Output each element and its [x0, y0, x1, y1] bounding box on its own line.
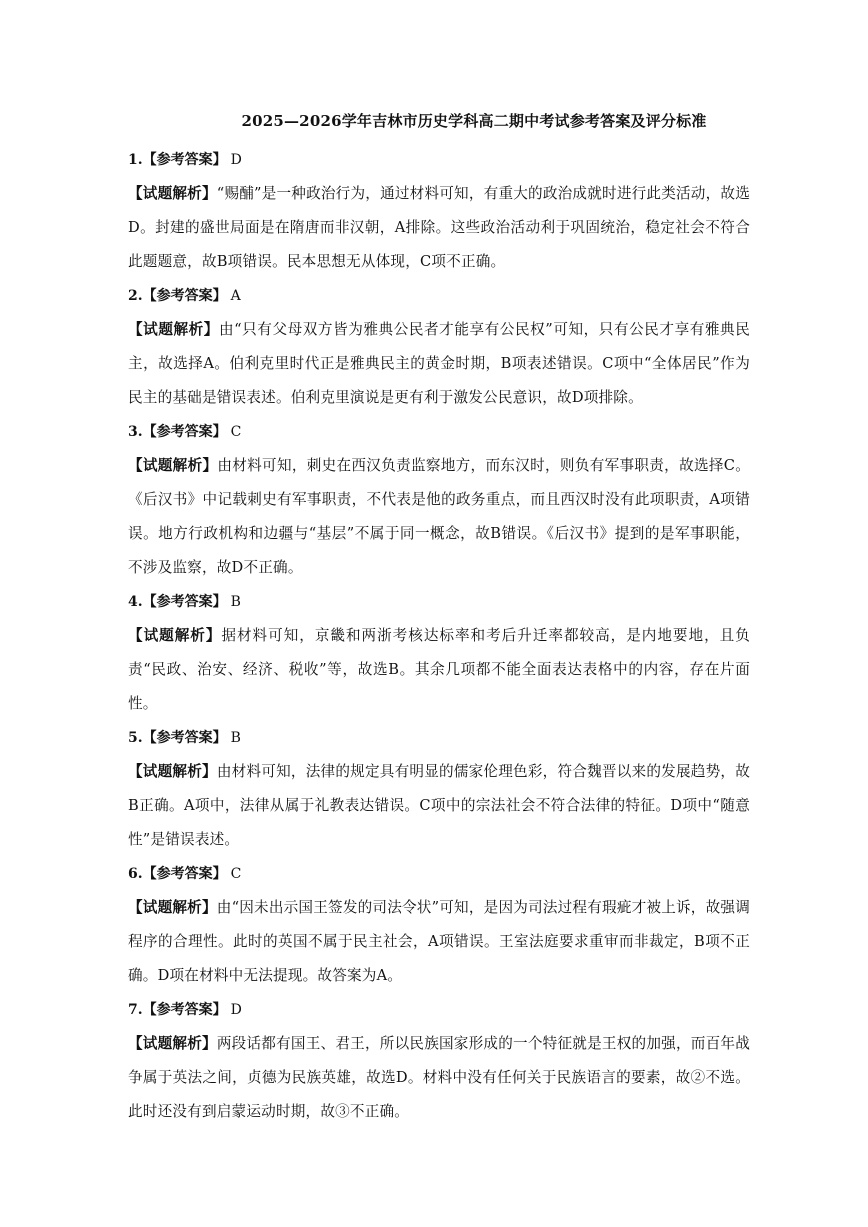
question-item	[128, 993, 750, 1129]
question-number: 4.	[128, 594, 143, 610]
analysis-tag: 【试题解析】	[128, 627, 222, 644]
analysis-text: 由材料可知，法律的规定具有明显的儒家伦理色彩，符合魏晋以来的发展趋势，故B正确。A项中，法律从属于礼教表达错误。C项中的宗法社会不符合法律的特征。D项中“随意性”是错误表述。	[128, 763, 750, 848]
analysis-paragraph	[128, 1027, 750, 1129]
analysis-paragraph	[128, 449, 750, 585]
question-number: 7.	[128, 1002, 143, 1018]
answer-letter: A	[230, 288, 241, 304]
answer-letter: B	[230, 730, 241, 746]
answer-tag: 【参考答案】	[142, 424, 227, 440]
answer-tag: 【参考答案】	[142, 152, 227, 168]
question-number: 2.	[128, 288, 143, 304]
question-number: 1.	[128, 152, 143, 168]
analysis-tag: 【试题解析】	[128, 185, 217, 202]
answer-tag: 【参考答案】	[142, 288, 227, 304]
answer-letter: C	[230, 424, 242, 440]
analysis-tag: 【试题解析】	[128, 321, 219, 338]
answer-tag: 【参考答案】	[142, 730, 227, 746]
answer-line	[128, 993, 750, 1027]
answer-letter: C	[230, 866, 242, 882]
question-number: 3.	[128, 424, 143, 440]
answer-line	[128, 279, 750, 313]
analysis-text: 两段话都有国王、君王，所以民族国家形成的一个特征就是王权的加强，而百年战争属于英法之间，贞德为民族英雄，故选D。材料中没有任何关于民族语言的要素，故②不选。此时还没有到启蒙运动时期，故③不正确。	[128, 1035, 750, 1120]
analysis-text: 由材料可知，刺史在西汉负责监察地方，而东汉时，则负有军事职责，故选择C。《后汉书》中记载刺史有军事职责，不代表是他的政务重点，而且西汉时没有此项职责，A项错误。地方行政机构和边疆与“基层”不属于同一概念，故B错误。《后汉书》提到的是军事职能，不涉及监察，故D不正确。	[128, 457, 751, 576]
analysis-text: “赐酺”是一种政治行为，通过材料可知，有重大的政治成就时进行此类活动，故选D。封建的盛世局面是在隋唐而非汉朝，A排除。这些政治活动利于巩固统治，稳定社会不符合此题题意，故B项错误。民本思想无从体现，C项不正确。	[128, 185, 750, 270]
analysis-paragraph	[128, 755, 750, 857]
question-item	[128, 415, 750, 585]
analysis-text: 由“只有父母双方皆为雅典公民者才能享有公民权”可知，只有公民才享有雅典民主，故选择A。伯利克里时代正是雅典民主的黄金时期，B项表述错误。C项中“全体居民”作为民主的基础是错误表述。伯利克里演说是更有利于激发公民意识，故D项排除。	[128, 321, 751, 406]
analysis-paragraph	[128, 619, 750, 721]
question-item	[128, 585, 750, 721]
answer-letter: D	[230, 152, 242, 168]
question-item	[128, 143, 750, 279]
question-number: 6.	[128, 866, 143, 882]
analysis-tag: 【试题解析】	[128, 1035, 217, 1052]
analysis-paragraph	[128, 177, 750, 279]
analysis-tag: 【试题解析】	[128, 763, 217, 780]
question-list	[128, 143, 750, 1129]
question-item	[128, 857, 750, 993]
analysis-paragraph	[128, 891, 750, 993]
analysis-tag: 【试题解析】	[128, 457, 218, 474]
answer-line	[128, 721, 750, 755]
analysis-text: 据材料可知，京畿和两浙考核达标率和考后升迁率都较高，是内地要地，且负责“民政、治安、经济、税收”等，故选B。其余几项都不能全面表达表格中的内容，存在片面性。	[128, 627, 750, 712]
answer-line	[128, 857, 750, 891]
answer-tag: 【参考答案】	[142, 594, 227, 610]
question-number: 5.	[128, 730, 143, 746]
answer-line	[128, 585, 750, 619]
analysis-tag: 【试题解析】	[128, 899, 217, 916]
answer-letter: B	[230, 594, 241, 610]
document-title: 2025—2026学年吉林市历史学科高二期中考试参考答案及评分标准	[241, 112, 707, 130]
answer-letter: D	[230, 1002, 242, 1018]
analysis-paragraph	[128, 313, 750, 415]
answer-line	[128, 143, 750, 177]
answer-tag: 【参考答案】	[142, 1002, 227, 1018]
analysis-text: 由“因未出示国王签发的司法令状”可知，是因为司法过程有瑕疵才被上诉，故强调程序的合理性。此时的英国不属于民主社会，A项错误。王室法庭要求重审而非裁定，B项不正确。D项在材料中无法提现。故答案为A。	[128, 899, 750, 984]
answer-tag: 【参考答案】	[142, 866, 227, 882]
answer-line	[128, 415, 750, 449]
question-item	[128, 279, 750, 415]
question-item	[128, 721, 750, 857]
